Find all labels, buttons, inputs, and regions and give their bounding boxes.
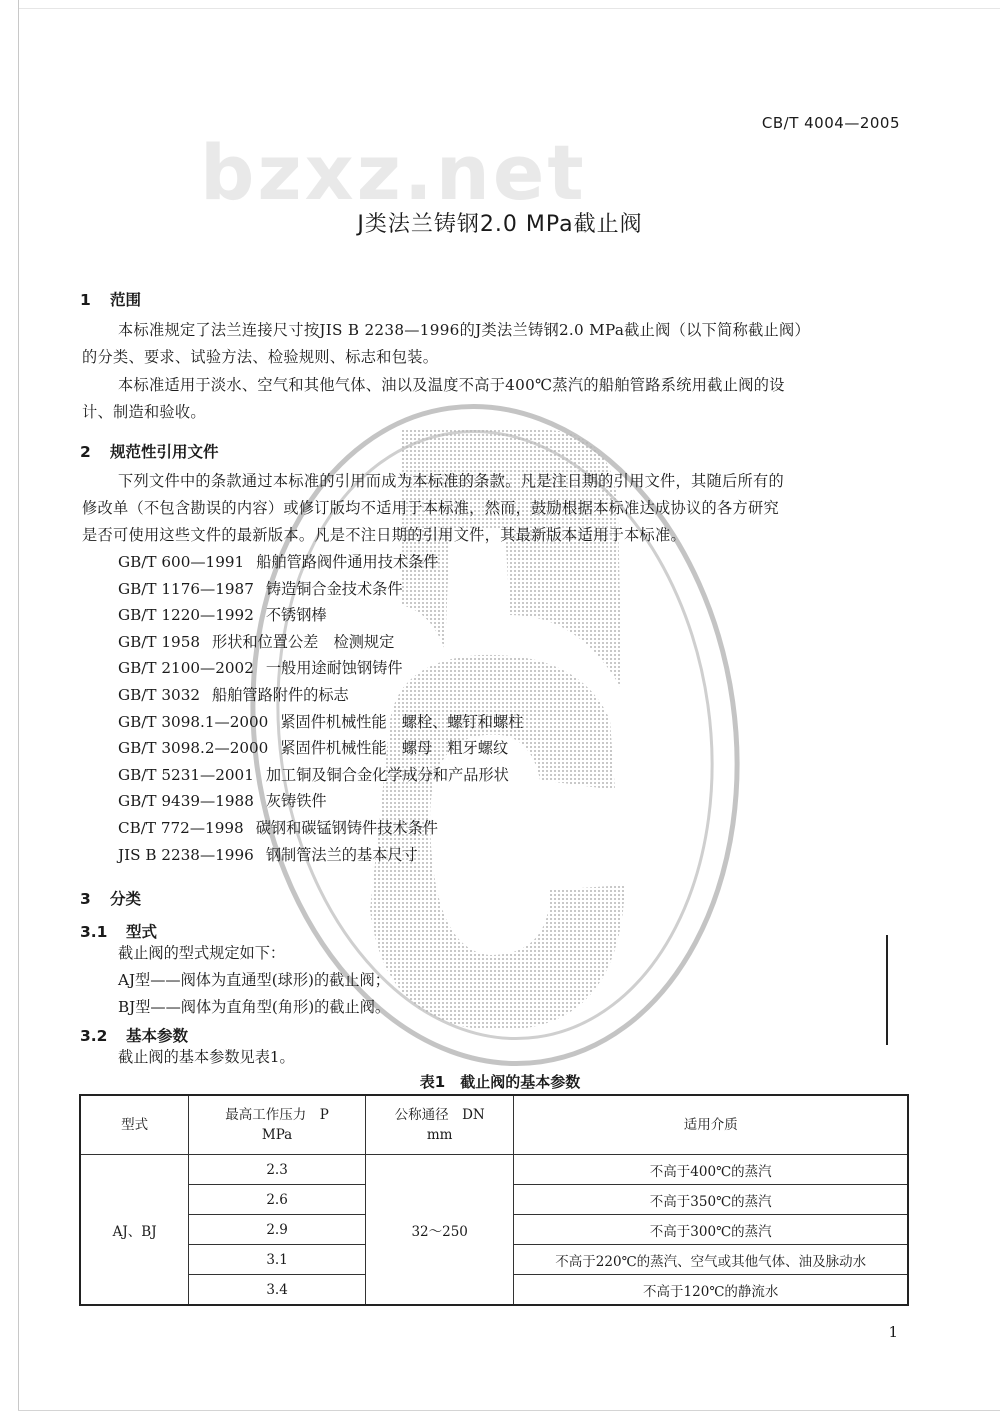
text-line: 修改单（不包含勘误的内容）或修订版均不适用于本标准，然而，鼓励根据本标准达成协议的各方研究 xyxy=(82,499,779,517)
type-intro: 截止阀的型式规定如下： xyxy=(118,944,286,962)
section-number: 3 xyxy=(80,890,91,908)
ref-code: GB/T 3098.2—2000 xyxy=(118,739,269,758)
type-bj: BJ型——阀体为直角型(角形)的截止阀。 xyxy=(118,998,391,1016)
cell-medium: 不高于400℃的蒸汽 xyxy=(514,1155,908,1185)
cell-dn: 32～250 xyxy=(365,1155,514,1306)
ref-code: GB/T 2100—2002 xyxy=(118,659,254,678)
section-title: 规范性引用文件 xyxy=(110,443,219,461)
reference-item xyxy=(118,629,523,656)
section-3-2-heading xyxy=(80,1024,188,1046)
ref-code: GB/T 5231—2001 xyxy=(118,765,254,784)
header-type: 型式 xyxy=(80,1095,189,1155)
header-dn-label: 公称通径 DN xyxy=(394,1107,485,1123)
ref-title: 船舶管路附件的标志 xyxy=(212,685,349,704)
cell-pressure: 3.1 xyxy=(189,1245,366,1275)
ref-code: JIS B 2238—1996 xyxy=(118,845,254,864)
cell-medium: 不高于220℃的蒸汽、空气或其他气体、油及脉动水 xyxy=(514,1245,908,1275)
reference-item xyxy=(118,549,523,576)
text-line: 计、制造和验收。 xyxy=(82,403,206,421)
margin-bar xyxy=(886,935,888,1045)
ref-code: GB/T 600—1991 xyxy=(118,553,245,571)
ref-code: GB/T 1176—1987 xyxy=(118,579,254,598)
standard-code: CB/T 4004—2005 xyxy=(761,114,900,132)
text-line: 本标准规定了法兰连接尺寸按JIS B 2238—1996的J类法兰铸钢2.0 MPa截止阀（以下简称截止阀） xyxy=(118,321,811,339)
ref-title: 不锈钢棒 xyxy=(265,606,327,625)
ref-title: 形状和位置公差 检测规定 xyxy=(212,632,395,651)
cell-pressure: 2.6 xyxy=(189,1185,366,1215)
section-title: 范围 xyxy=(110,291,142,309)
header-pressure-unit: MPa xyxy=(261,1127,293,1143)
section-title: 分类 xyxy=(110,890,142,908)
section-3-1-heading xyxy=(80,920,157,942)
ref-code: GB/T 3032 xyxy=(118,685,201,704)
params-intro: 截止阀的基本参数见表1。 xyxy=(118,1048,295,1066)
page-bottom-edge xyxy=(18,1410,1000,1411)
section-title: 型式 xyxy=(126,923,158,941)
ref-title: 紧固件机械性能 螺栓、螺钉和螺柱 xyxy=(280,712,524,731)
ref-title: 加工铜及铜合金化学成分和产品形状 xyxy=(265,765,509,784)
reference-item xyxy=(118,655,523,682)
ref-title: 灰铸铁件 xyxy=(265,792,327,811)
reference-item xyxy=(118,788,523,815)
section-number: 3.1 xyxy=(80,923,108,941)
cell-medium: 不高于300℃的蒸汽 xyxy=(514,1215,908,1245)
header-dn-unit: mm xyxy=(426,1127,453,1143)
ref-title: 船舶管路阀件通用技术条件 xyxy=(256,553,439,571)
section-3-heading xyxy=(80,887,141,909)
cell-medium: 不高于350℃的蒸汽 xyxy=(514,1185,908,1215)
reference-list xyxy=(118,549,523,868)
cell-pressure: 3.4 xyxy=(189,1275,366,1306)
section-number: 2 xyxy=(80,443,91,461)
reference-item xyxy=(118,602,523,629)
ref-title: 铸造铜合金技术条件 xyxy=(265,579,403,598)
text-line: 是否可使用这些文件的最新版本。凡是不注日期的引用文件，其最新版本适用于本标准。 xyxy=(82,526,687,544)
header-dn xyxy=(365,1095,514,1155)
header-pressure xyxy=(189,1095,366,1155)
sec1-paragraph-2 xyxy=(82,372,912,426)
basic-parameters-table xyxy=(79,1094,909,1306)
table-row xyxy=(80,1155,908,1185)
page-number: 1 xyxy=(888,1323,898,1341)
header-medium: 适用介质 xyxy=(514,1095,908,1155)
section-number: 3.2 xyxy=(80,1027,108,1045)
document-title: J类法兰铸钢2.0 MPa截止阀 xyxy=(357,212,643,237)
reference-item xyxy=(118,815,523,842)
cell-type: AJ、BJ xyxy=(80,1155,189,1306)
ref-code: GB/T 9439—1988 xyxy=(118,792,254,811)
cell-medium: 不高于120℃的静流水 xyxy=(514,1275,908,1306)
cell-pressure: 2.9 xyxy=(189,1215,366,1245)
type-aj: AJ型——阀体为直通型(球形)的截止阀； xyxy=(118,971,390,989)
ref-code: CB/T 772—1998 xyxy=(118,818,244,837)
text-line: 下列文件中的条款通过本标准的引用而成为本标准的条款。凡是注日期的引用文件，其随后所有的 xyxy=(118,472,784,490)
sec1-paragraph-1 xyxy=(82,317,912,371)
section-2-heading xyxy=(80,440,219,462)
ref-title: 碳钢和碳锰钢铸件技术条件 xyxy=(255,818,438,837)
sec2-paragraph xyxy=(82,468,912,549)
header-pressure-label: 最高工作压力 P xyxy=(225,1107,329,1123)
ref-title: 紧固件机械性能 螺母 粗牙螺纹 xyxy=(280,739,509,758)
table-caption: 表1 截止阀的基本参数 xyxy=(419,1073,581,1091)
reference-item xyxy=(118,576,523,603)
text-line: 的分类、要求、试验方法、检验规则、标志和包装。 xyxy=(82,348,439,366)
section-1-heading xyxy=(80,288,141,310)
cell-pressure: 2.3 xyxy=(189,1155,366,1185)
reference-item xyxy=(118,842,523,869)
reference-item xyxy=(118,682,523,709)
ref-code: GB/T 1220—1992 xyxy=(118,606,254,625)
ref-title: 钢制管法兰的基本尺寸 xyxy=(265,845,418,864)
ref-code: GB/T 3098.1—2000 xyxy=(118,712,269,731)
section-number: 1 xyxy=(80,291,91,309)
reference-item xyxy=(118,762,523,789)
ref-code: GB/T 1958 xyxy=(118,632,201,651)
reference-item xyxy=(118,735,523,762)
reference-item xyxy=(118,709,523,736)
page-top-edge xyxy=(18,8,1000,9)
ref-title: 一般用途耐蚀钢铸件 xyxy=(265,659,403,678)
watermark-text: bzxz.net xyxy=(200,128,587,217)
section-title: 基本参数 xyxy=(126,1027,189,1045)
table-header-row xyxy=(80,1095,908,1155)
text-line: 本标准适用于淡水、空气和其他气体、油以及温度不高于400℃蒸汽的船舶管路系统用截止阀的设 xyxy=(118,376,785,394)
